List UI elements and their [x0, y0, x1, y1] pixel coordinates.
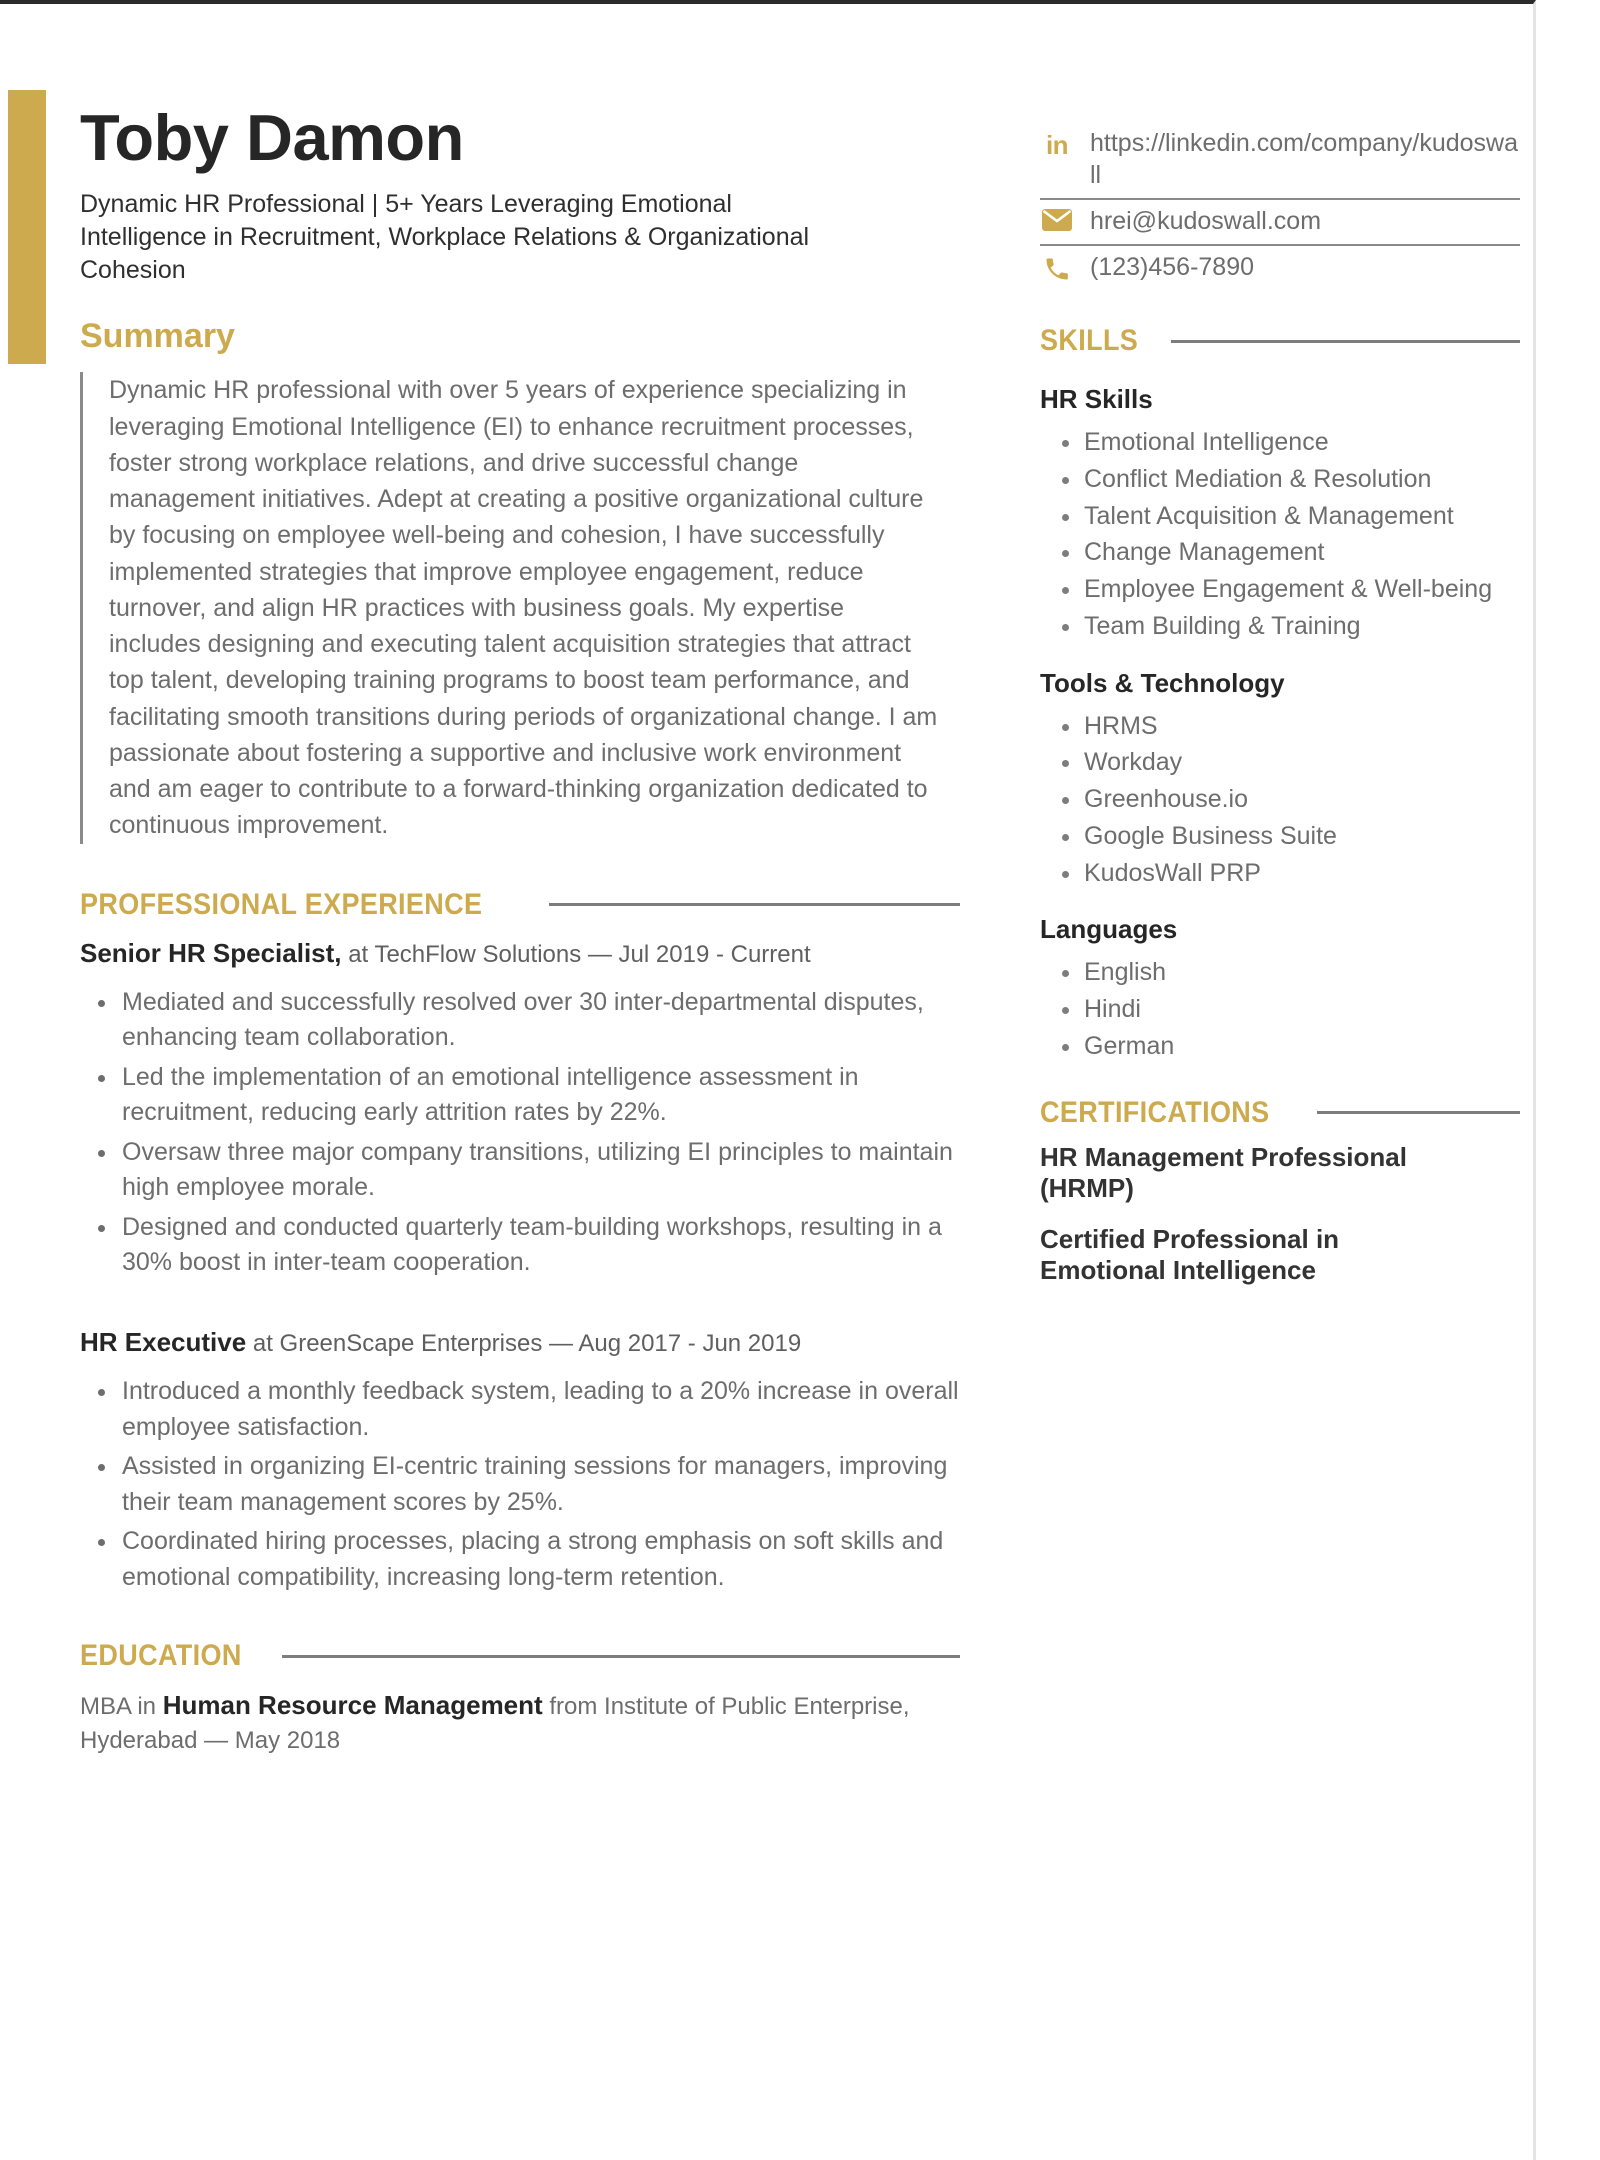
- job-bullet: Oversaw three major company transitions, utilizing EI principles to maintain high employee morale.: [88, 1135, 960, 1206]
- job-title-line: [80, 936, 960, 971]
- skills-rule: [1171, 340, 1520, 343]
- contact-phone[interactable]: [1040, 244, 1520, 290]
- job-role: Senior HR Specialist,: [80, 937, 342, 968]
- experience-item: [80, 1325, 960, 1595]
- skill-item: Workday: [1054, 747, 1520, 778]
- skill-item: HRMS: [1054, 711, 1520, 742]
- skill-item: Emotional Intelligence: [1054, 427, 1520, 458]
- skills-group-title: Tools & Technology: [1040, 667, 1285, 698]
- skills-group-list: [1040, 711, 1520, 889]
- language-item: German: [1054, 1031, 1520, 1062]
- skills-section-header: [1040, 324, 1520, 358]
- education-suffix: from Institute of Public Enterprise, Hyderabad — May 2018: [80, 1693, 910, 1755]
- job-bullets: [80, 1374, 960, 1595]
- skills-group-list: [1040, 427, 1520, 642]
- skill-item: Talent Acquisition & Management: [1054, 501, 1520, 532]
- job-bullet: Assisted in organizing EI-centric training sessions for managers, improving their team management scores by 25%.: [88, 1449, 960, 1520]
- skill-item: Greenhouse.io: [1054, 784, 1520, 815]
- summary-heading: Summary: [80, 317, 235, 356]
- phone-icon: [1040, 251, 1074, 283]
- skills-group-title: HR Skills: [1040, 384, 1153, 414]
- job-bullet: Designed and conducted quarterly team-building workshops, resulting in a 30% boost in inter-team cooperation.: [88, 1210, 960, 1281]
- certifications-section-header: [1040, 1096, 1520, 1130]
- summary-text: Dynamic HR professional with over 5 years of experience specializing in leveraging Emotional Intelligence (EI) to enhance recruitment processes, foster strong workplace relations, and drive successful change management initiatives. Adept at creating a positive organizational culture by focusing on employee well-being and cohesion, I have successfully implemented strategies that improve employee engagement, reduce turnover, and align HR practices with business goals. My expertise includes designing and executing talent acquisition strategies that attract top talent, developing training programs to boost team performance, and facilitating smooth transitions during periods of organizational change. I am passionate about fostering a supportive and inclusive work environment and am eager to contribute to a forward-thinking organization dedicated to continuous improvement.: [80, 372, 940, 843]
- certification-item: Certified Professional in Emotional Intelligence: [1040, 1223, 1340, 1286]
- skills-group-list: [1040, 957, 1520, 1061]
- job-title-line: [80, 1325, 960, 1360]
- email-address: hrei@kudoswall.com: [1090, 207, 1322, 235]
- job-role: HR Executive: [80, 1326, 247, 1357]
- sidebar-column: [1040, 122, 1520, 1306]
- certification-item: HR Management Professional (HRMP): [1040, 1141, 1407, 1203]
- phone-number: (123)456-7890: [1090, 253, 1255, 281]
- experience-heading: PROFESSIONAL EXPERIENCE: [80, 887, 483, 921]
- candidate-name: Toby Damon: [80, 101, 464, 174]
- linkedin-icon: in: [1045, 130, 1069, 160]
- skills-heading: SKILLS: [1040, 324, 1139, 357]
- education-prefix: MBA in: [80, 1693, 163, 1721]
- job-bullet: Coordinated hiring processes, placing a strong emphasis on soft skills and emotional compatibility, increasing long-term retention.: [88, 1524, 960, 1595]
- contact-email[interactable]: [1040, 198, 1520, 244]
- job-meta: at GreenScape Enterprises — Aug 2017 - Jun 2019: [246, 1329, 802, 1357]
- experience-section-header: [80, 888, 960, 922]
- education-rule: [282, 1655, 960, 1658]
- education-heading: EDUCATION: [80, 1639, 242, 1673]
- email-icon: [1040, 205, 1074, 231]
- candidate-tagline: Dynamic HR Professional | 5+ Years Leveraging Emotional Intelligence in Recruitment, Workplace Relations & Organizational Cohesion: [80, 190, 810, 285]
- job-bullet: Mediated and successfully resolved over 30 inter-departmental disputes, enhancing team collaboration.: [88, 985, 960, 1056]
- skill-item: Change Management: [1054, 537, 1520, 568]
- main-column: [80, 101, 960, 1758]
- certifications-rule: [1317, 1111, 1520, 1114]
- contact-linkedin[interactable]: [1040, 122, 1520, 198]
- skills-group-title: Languages: [1040, 914, 1178, 945]
- skill-item: Employee Engagement & Well-being: [1054, 574, 1520, 605]
- gold-accent-bar: [8, 90, 46, 364]
- linkedin-url: https://linkedin.com/company/kudoswall: [1090, 129, 1518, 189]
- language-item: Hindi: [1054, 994, 1520, 1025]
- skill-item: Team Building & Training: [1054, 611, 1520, 642]
- certifications-heading: CERTIFICATIONS: [1040, 1095, 1270, 1129]
- experience-rule: [549, 903, 960, 906]
- job-bullet: Led the implementation of an emotional intelligence assessment in recruitment, reducing early attrition rates by 22%.: [88, 1060, 960, 1131]
- job-bullet: Introduced a monthly feedback system, leading to a 20% increase in overall employee satisfaction.: [88, 1374, 960, 1445]
- skill-item: KudosWall PRP: [1054, 858, 1520, 889]
- education-degree: Human Resource Management: [162, 1690, 543, 1721]
- job-meta: at TechFlow Solutions — Jul 2019 - Current: [341, 940, 811, 968]
- job-bullets: [80, 985, 960, 1281]
- skill-item: Conflict Mediation & Resolution: [1054, 464, 1520, 495]
- skill-item: Google Business Suite: [1054, 821, 1520, 852]
- experience-item: [80, 936, 960, 1281]
- education-section-header: [80, 1639, 960, 1673]
- education-item: [80, 1687, 910, 1758]
- language-item: English: [1054, 957, 1520, 988]
